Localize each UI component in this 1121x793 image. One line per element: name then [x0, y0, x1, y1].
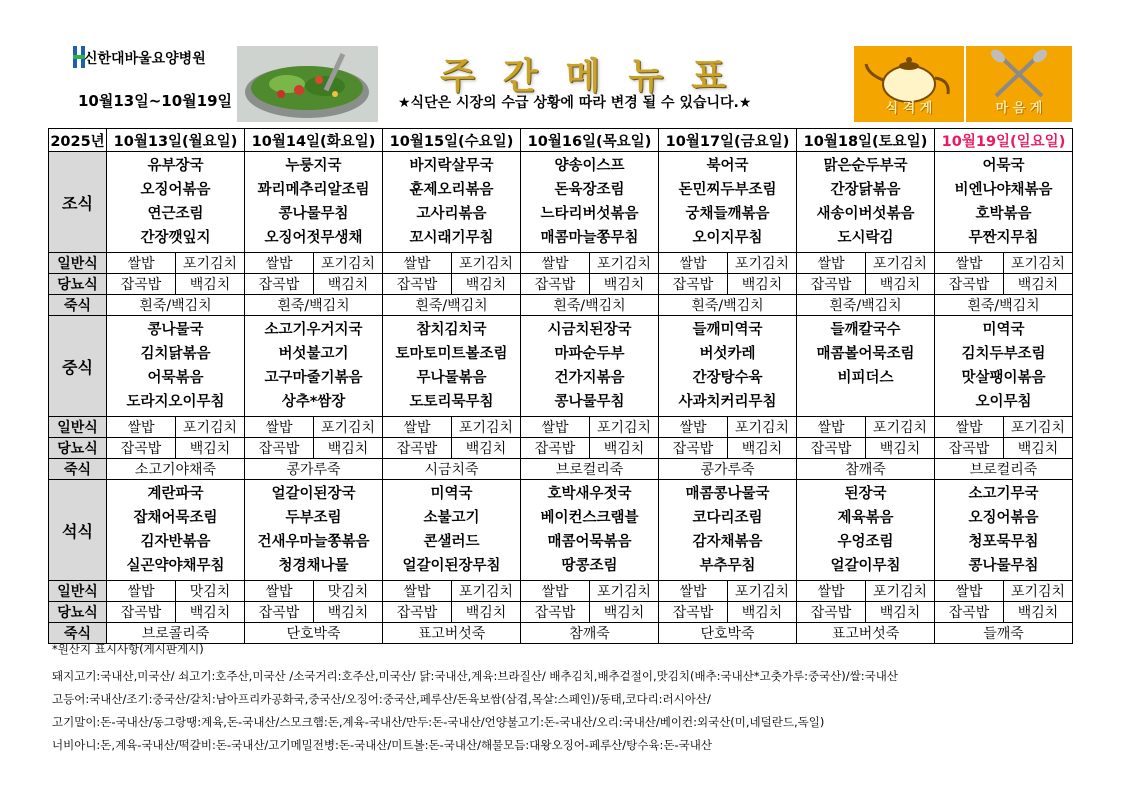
- day-header: 10월16일(목요일): [521, 129, 659, 152]
- rice-cell: 쌀밥: [107, 581, 176, 602]
- rice-cell: 쌀밥: [659, 581, 728, 602]
- rice-cell: 잡곡밥: [245, 438, 314, 459]
- menu-item: 맛살팽이볶음: [961, 370, 1046, 386]
- kimchi-cell: 포기김치: [1004, 253, 1073, 274]
- menu-item: 돈민찌두부조림: [678, 182, 777, 198]
- menu-item: 김치닭볶음: [140, 346, 211, 362]
- menu-item: 콘샐러드: [423, 534, 480, 550]
- porridge-cell: 콩가루죽: [245, 459, 383, 480]
- menu-item: 우엉조림: [837, 534, 894, 550]
- menu-item: 무나물볶음: [416, 370, 487, 386]
- kimchi-cell: 포기김치: [1004, 581, 1073, 602]
- menu-item: 얼갈이된장무침: [402, 558, 501, 574]
- meal-label: 조식: [49, 152, 107, 253]
- origin-line: 돼지고기:국내산,미국산/ 쇠고기:호주산,미국산 /소국거리:호주산,미국산/ 닭:국내산,계육:브라질산/ 배추김치,배추겉절이,맛김치(배추:국내산*고춧가루:중국산)/쌀:국내산: [52, 669, 898, 683]
- menu-item: 매콤콩나물국: [685, 486, 770, 502]
- menu-item: [797, 390, 934, 414]
- sub-label-general: 일반식: [49, 417, 107, 438]
- day-header: 10월15일(수요일): [383, 129, 521, 152]
- porridge-cell: 들깨죽: [935, 623, 1073, 644]
- meal-label: 석식: [49, 480, 107, 581]
- menu-item: 훈제오리볶음: [409, 182, 494, 198]
- menu-item: 콩나물무침: [278, 206, 349, 222]
- meal-items-cell: [383, 316, 521, 417]
- menu-item: 코다리조림: [692, 510, 763, 526]
- rice-cell: 잡곡밥: [383, 274, 452, 295]
- menu-item: 두부조림: [285, 510, 342, 526]
- kimchi-cell: 포기김치: [866, 253, 935, 274]
- menu-item: 돈육장조림: [554, 182, 625, 198]
- menu-item: 어묵국: [982, 158, 1025, 174]
- kimchi-cell: 백김치: [314, 438, 383, 459]
- meal-items-cell: [107, 316, 245, 417]
- kimchi-cell: 백김치: [728, 274, 797, 295]
- sub-label-diabetic: 당뇨식: [49, 438, 107, 459]
- rice-cell: 잡곡밥: [935, 274, 1004, 295]
- rice-cell: 잡곡밥: [245, 274, 314, 295]
- hospital-logo: [72, 46, 232, 68]
- rice-cell: 쌀밥: [935, 417, 1004, 438]
- kimchi-cell: 백김치: [176, 438, 245, 459]
- menu-item: 실곤약야채무침: [126, 558, 225, 574]
- rice-cell: 잡곡밥: [797, 274, 866, 295]
- notice-text: ★식단은 시장의 수급 상황에 따라 변경 될 수 있습니다.★: [398, 95, 752, 111]
- kimchi-cell: 포기김치: [728, 417, 797, 438]
- menu-item: 유부장국: [147, 158, 204, 174]
- kimchi-cell: 포기김치: [1004, 417, 1073, 438]
- sub-label-diabetic: 당뇨식: [49, 274, 107, 295]
- day-header: 10월13일(월요일): [107, 129, 245, 152]
- rice-cell: 잡곡밥: [107, 602, 176, 623]
- rice-cell: 쌀밥: [245, 581, 314, 602]
- meal-items-cell: [935, 480, 1073, 581]
- meal-items-cell: [935, 316, 1073, 417]
- rice-cell: 잡곡밥: [659, 602, 728, 623]
- rice-cell: 잡곡밥: [521, 438, 590, 459]
- rice-cell: 잡곡밥: [935, 602, 1004, 623]
- menu-item: 건새우마늘쫑볶음: [257, 534, 370, 550]
- menu-item: 오징어볶음: [140, 182, 211, 198]
- menu-item: 누룽지국: [285, 158, 342, 174]
- porridge-cell: 흰죽/백김치: [935, 295, 1073, 316]
- menu-item: 오징어볶음: [968, 510, 1039, 526]
- kimchi-cell: 포기김치: [728, 253, 797, 274]
- menu-item: 매콤볼어묵조림: [816, 346, 915, 362]
- sub-label-general: 일반식: [49, 581, 107, 602]
- kimchi-cell: 백김치: [314, 602, 383, 623]
- menu-item: 도시락김: [837, 230, 894, 246]
- meal-items-cell: [383, 480, 521, 581]
- porridge-cell: 흰죽/백김치: [659, 295, 797, 316]
- meal-label: 중식: [49, 316, 107, 417]
- menu-item: 토마토미트볼조림: [395, 346, 508, 362]
- sub-label-diabetic: 당뇨식: [49, 602, 107, 623]
- kimchi-cell: 백김치: [314, 274, 383, 295]
- rice-cell: 쌀밥: [935, 581, 1004, 602]
- rice-cell: 쌀밥: [383, 581, 452, 602]
- menu-item: 참치김치국: [416, 322, 487, 338]
- menu-item: 고구마줄기볶음: [264, 370, 363, 386]
- menu-item: 잡채어묵조림: [133, 510, 218, 526]
- kimchi-cell: 백김치: [866, 438, 935, 459]
- kimchi-cell: 백김치: [452, 438, 521, 459]
- menu-item: 감자채볶음: [692, 534, 763, 550]
- rice-cell: 쌀밥: [107, 253, 176, 274]
- kimchi-cell: 포기김치: [590, 417, 659, 438]
- rice-cell: 쌀밥: [797, 417, 866, 438]
- rice-cell: 잡곡밥: [521, 274, 590, 295]
- menu-item: 청경채나물: [278, 558, 349, 574]
- kimchi-cell: 맛김치: [314, 581, 383, 602]
- menu-item: 베이컨스크램블: [540, 510, 639, 526]
- rice-cell: 쌀밥: [521, 417, 590, 438]
- menu-item: 사과치커리무침: [678, 394, 777, 410]
- meal-items-cell: [383, 152, 521, 253]
- kimchi-cell: 백김치: [590, 274, 659, 295]
- kimchi-cell: 백김치: [452, 602, 521, 623]
- kimchi-cell: 백김치: [176, 602, 245, 623]
- rice-cell: 잡곡밥: [797, 602, 866, 623]
- menu-item: 매콤마늘쫑무침: [540, 230, 639, 246]
- salad-photo: [237, 46, 378, 122]
- menu-item: 고사리볶음: [416, 206, 487, 222]
- menu-item: 김자반볶음: [140, 534, 211, 550]
- rice-cell: 잡곡밥: [659, 274, 728, 295]
- rice-cell: 쌀밥: [659, 253, 728, 274]
- menu-item: 궁채들깨볶음: [685, 206, 770, 222]
- rice-cell: 쌀밥: [935, 253, 1004, 274]
- kimchi-cell: 백김치: [1004, 274, 1073, 295]
- kimchi-cell: 포기김치: [866, 417, 935, 438]
- menu-item: 콩나물무침: [968, 558, 1039, 574]
- menu-item: 비피더스: [837, 370, 894, 386]
- rice-cell: 쌀밥: [383, 253, 452, 274]
- date-range: 10월13일~10월19일: [78, 92, 233, 110]
- menu-item: 호박볶음: [975, 206, 1032, 222]
- meal-items-cell: [659, 152, 797, 253]
- menu-item: 버섯불고기: [278, 346, 349, 362]
- meal-items-cell: [659, 480, 797, 581]
- meal-items-cell: [797, 316, 935, 417]
- menu-item: 간장닭볶음: [830, 182, 901, 198]
- kimchi-cell: 포기김치: [866, 581, 935, 602]
- menu-item: 간장깻잎지: [140, 230, 211, 246]
- rice-cell: 잡곡밥: [107, 438, 176, 459]
- rice-cell: 잡곡밥: [935, 438, 1004, 459]
- menu-item: 제육볶음: [837, 510, 894, 526]
- day-header: 10월19일(일요일): [935, 129, 1073, 152]
- kimchi-cell: 포기김치: [314, 417, 383, 438]
- menu-item: 오징어젓무생채: [264, 230, 363, 246]
- kimchi-cell: 백김치: [176, 274, 245, 295]
- kimchi-cell: 포기김치: [590, 581, 659, 602]
- kimchi-cell: 백김치: [728, 602, 797, 623]
- porridge-cell: 단호박죽: [659, 623, 797, 644]
- menu-item: 얼갈이된장국: [271, 486, 356, 502]
- porridge-cell: 흰죽/백김치: [797, 295, 935, 316]
- kimchi-cell: 포기김치: [176, 417, 245, 438]
- menu-item: 건가지볶음: [554, 370, 625, 386]
- meal-items-cell: [245, 480, 383, 581]
- porridge-cell: 브로컬리죽: [521, 459, 659, 480]
- porridge-cell: 표고버섯죽: [383, 623, 521, 644]
- menu-item: 김치두부조림: [961, 346, 1046, 362]
- kimchi-cell: 포기김치: [314, 253, 383, 274]
- meal-items-cell: [797, 152, 935, 253]
- menu-item: 상추*쌈장: [281, 394, 346, 410]
- porridge-cell: 브로콜리죽: [107, 623, 245, 644]
- rice-cell: 쌀밥: [521, 253, 590, 274]
- day-header: 10월17일(금요일): [659, 129, 797, 152]
- hospital-name: 신한대바울요양병원: [84, 51, 206, 67]
- menu-item: 땅콩조림: [561, 558, 618, 574]
- rice-cell: 잡곡밥: [245, 602, 314, 623]
- meal-items-cell: [245, 316, 383, 417]
- meal-items-cell: [659, 316, 797, 417]
- rice-cell: 쌀밥: [797, 253, 866, 274]
- origin-line: 고기말이:돈-국내산/동그랑땡:계육,돈-국내산/스모크햄:돈,계육-국내산/만두:돈-국내산/언양불고기:돈-국내산/오리:국내산/베이컨:외국산(미,네덜란드,독일): [52, 715, 825, 729]
- menu-item: 미역국: [982, 322, 1025, 338]
- menu-item: 어묵볶음: [147, 370, 204, 386]
- menu-item: 새송이버섯볶음: [816, 206, 915, 222]
- kimchi-cell: 백김치: [866, 274, 935, 295]
- kimchi-cell: 포기김치: [176, 253, 245, 274]
- menu-item: 계란파국: [147, 486, 204, 502]
- origin-line: 너비아니:돈,계육-국내산/떡갈비:돈-국내산/고기메밀전병:돈-국내산/미트볼:돈-국내산/해물모듬:대왕오징어-페루산/탕수육:돈-국내산: [52, 738, 712, 752]
- page-title: 주간메뉴표: [440, 56, 754, 97]
- menu-item: 소불고기: [423, 510, 480, 526]
- meal-items-cell: [521, 152, 659, 253]
- teapot-badge: [854, 46, 964, 122]
- kimchi-cell: 백김치: [590, 602, 659, 623]
- menu-table-body: [49, 129, 1073, 644]
- kimchi-cell: 포기김치: [590, 253, 659, 274]
- day-header: 10월14일(화요일): [245, 129, 383, 152]
- rice-cell: 쌀밥: [383, 417, 452, 438]
- utensils-badge: [966, 46, 1072, 122]
- menu-item: 콩나물무침: [554, 394, 625, 410]
- porridge-cell: 흰죽/백김치: [383, 295, 521, 316]
- menu-item: 꼬시래기무침: [409, 230, 494, 246]
- menu-item: 소고기우거지국: [264, 322, 363, 338]
- rice-cell: 쌀밥: [797, 581, 866, 602]
- meal-items-cell: [521, 316, 659, 417]
- origin-line: 고등어:국내산/조기:중국산/갈치:남아프리카공화국,중국산/오징어:중국산,페루산/돈육보쌈(삼겹,목살:스페인)/동태,코다리:러시아산/: [52, 692, 711, 706]
- menu-item: 매콤어묵볶음: [547, 534, 632, 550]
- day-header: 10월18일(토요일): [797, 129, 935, 152]
- menu-item: 된장국: [844, 486, 887, 502]
- sub-label-porridge: 죽식: [49, 459, 107, 480]
- weekly-menu-table: [48, 128, 1073, 644]
- kimchi-cell: 백김치: [452, 274, 521, 295]
- rice-cell: 잡곡밥: [521, 602, 590, 623]
- menu-item: 부추무침: [699, 558, 756, 574]
- sub-label-porridge: 죽식: [49, 295, 107, 316]
- kimchi-cell: 포기김치: [452, 581, 521, 602]
- kimchi-cell: 백김치: [1004, 438, 1073, 459]
- porridge-cell: 콩가루죽: [659, 459, 797, 480]
- kimchi-cell: 백김치: [1004, 602, 1073, 623]
- porridge-cell: 브로컬리죽: [935, 459, 1073, 480]
- meal-items-cell: [245, 152, 383, 253]
- menu-item: 들깨미역국: [692, 322, 763, 338]
- menu-item: 콩나물국: [147, 322, 204, 338]
- menu-item: 비엔나야채볶음: [954, 182, 1053, 198]
- menu-item: 시금치된장국: [547, 322, 632, 338]
- porridge-cell: 시금치죽: [383, 459, 521, 480]
- origin-line: *원산지 표시사항(게시판게시): [52, 642, 204, 656]
- rice-cell: 쌀밥: [245, 253, 314, 274]
- menu-item: 양송이스프: [554, 158, 625, 174]
- menu-item: 오이무침: [975, 394, 1032, 410]
- rice-cell: 쌀밥: [659, 417, 728, 438]
- sub-label-general: 일반식: [49, 253, 107, 274]
- kimchi-cell: 맛김치: [176, 581, 245, 602]
- origin-notes: [52, 640, 898, 759]
- menu-item: 얼갈이무침: [830, 558, 901, 574]
- porridge-cell: 표고버섯죽: [797, 623, 935, 644]
- kimchi-cell: 포기김치: [728, 581, 797, 602]
- menu-item: 느타리버섯볶음: [540, 206, 639, 222]
- menu-item: 마파순두부: [554, 346, 625, 362]
- rice-cell: 잡곡밥: [107, 274, 176, 295]
- menu-item: 간장탕수육: [692, 370, 763, 386]
- menu-item: 미역국: [430, 486, 473, 502]
- meal-items-cell: [935, 152, 1073, 253]
- menu-item: 맑은순두부국: [823, 158, 908, 174]
- menu-item: 꽈리메추리알조림: [257, 182, 370, 198]
- meal-items-cell: [797, 480, 935, 581]
- kimchi-cell: 포기김치: [452, 417, 521, 438]
- sub-label-porridge: 죽식: [49, 623, 107, 644]
- kimchi-cell: 백김치: [590, 438, 659, 459]
- rice-cell: 잡곡밥: [659, 438, 728, 459]
- rice-cell: 잡곡밥: [383, 438, 452, 459]
- kimchi-cell: 백김치: [728, 438, 797, 459]
- menu-item: 소고기무국: [968, 486, 1039, 502]
- menu-item: 들깨칼국수: [830, 322, 901, 338]
- porridge-cell: 흰죽/백김치: [521, 295, 659, 316]
- rice-cell: 쌀밥: [521, 581, 590, 602]
- rice-cell: 쌀밥: [107, 417, 176, 438]
- menu-item: 도토리묵무침: [409, 394, 494, 410]
- badge-right-label: 마 음 게: [995, 101, 1043, 116]
- rice-cell: 쌀밥: [245, 417, 314, 438]
- kimchi-cell: 포기김치: [452, 253, 521, 274]
- porridge-cell: 흰죽/백김치: [107, 295, 245, 316]
- menu-item: 바지락살무국: [409, 158, 494, 174]
- porridge-cell: 흰죽/백김치: [245, 295, 383, 316]
- porridge-cell: 참깨죽: [521, 623, 659, 644]
- porridge-cell: 소고기야채죽: [107, 459, 245, 480]
- menu-item: 버섯카레: [699, 346, 756, 362]
- meal-items-cell: [107, 480, 245, 581]
- menu-item: 북어국: [706, 158, 749, 174]
- menu-item: 연근조림: [147, 206, 204, 222]
- rice-cell: 잡곡밥: [383, 602, 452, 623]
- menu-item: 오이지무침: [692, 230, 763, 246]
- porridge-cell: 참깨죽: [797, 459, 935, 480]
- menu-item: 청포묵무침: [968, 534, 1039, 550]
- badge-left-label: 식 격 게: [885, 101, 933, 116]
- year-label: 2025년: [49, 129, 107, 152]
- meal-items-cell: [521, 480, 659, 581]
- menu-item: 호박새우젓국: [547, 486, 632, 502]
- meal-items-cell: [107, 152, 245, 253]
- porridge-cell: 단호박죽: [245, 623, 383, 644]
- kimchi-cell: 백김치: [866, 602, 935, 623]
- menu-item: 무짠지무침: [968, 230, 1039, 246]
- menu-item: 도라지오이무침: [126, 394, 225, 410]
- rice-cell: 잡곡밥: [797, 438, 866, 459]
